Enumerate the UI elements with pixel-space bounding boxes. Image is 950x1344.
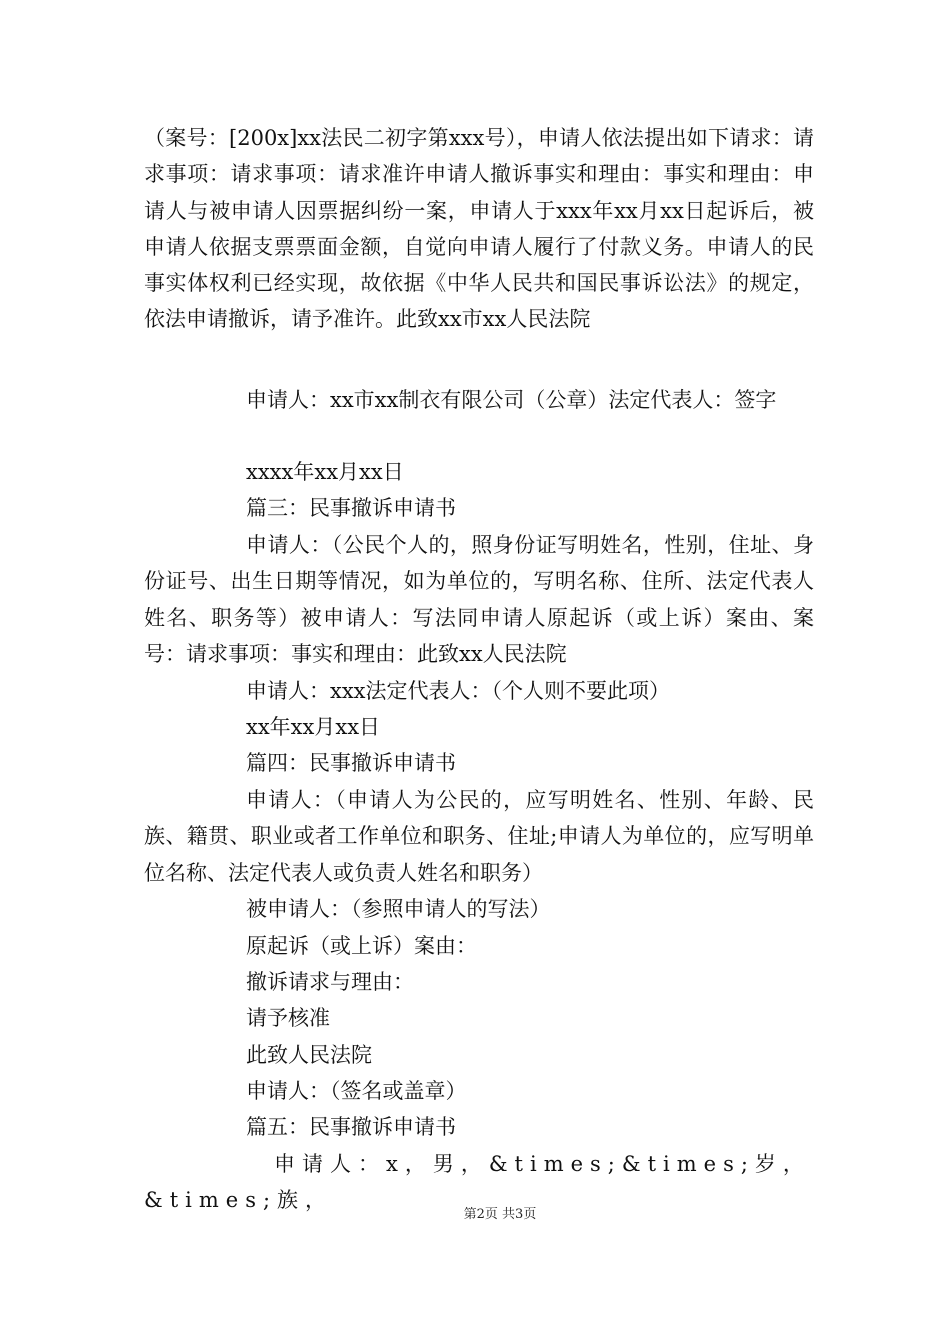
paragraph-signature: 申请人：（签名或盖章）	[246, 1079, 467, 1103]
section-heading-4: 篇四：民事撤诉申请书	[246, 751, 456, 775]
paragraph-withdrawal-reason: 撤诉请求与理由：	[246, 970, 414, 994]
paragraph-original-cause: 原起诉（或上诉）案由：	[246, 934, 477, 958]
page-footer: 第2页 共3页	[463, 1207, 537, 1222]
paragraph-date-2: xx年xx月xx日	[246, 715, 381, 739]
section-heading-5: 篇五：民事撤诉申请书	[246, 1115, 456, 1139]
paragraph-approve: 请予核准	[246, 1006, 330, 1030]
paragraph-applicant-signature: 申请人：xx市xx制衣有限公司（公章）法定代表人：签字	[246, 388, 777, 412]
paragraph-case-request: （案号：[200x]xx法民二初字第xxx号），申请人依法提出如下请求：请求事项：请求事项：请求准许申请人撤诉事实和理由：事实和理由：申请人与被申请人因票据纠纷一案，申请人于xxx年xx月xx日起诉后，被申请人依据支票票面金额，自觉向申请人履行了付款义务。申请人的民事实体权利已经实现，故依据《中华人民共和国民事诉讼法》的规定，依法申请撤诉，请予准许。此致xx市xx人民法院	[144, 126, 814, 332]
paragraph-respondent: 被申请人：（参照申请人的写法）	[246, 897, 551, 921]
paragraph-applicant-rep: 申请人：xxx法定代表人：（个人则不要此项）	[246, 679, 671, 703]
paragraph-applicant-x: 申请人：x，男，&times;&times;岁，&times;族，	[144, 1152, 811, 1213]
section-heading-3: 篇三：民事撤诉申请书	[246, 496, 456, 520]
paragraph-court: 此致人民法院	[246, 1043, 372, 1067]
paragraph-applicant-instructions: 申请人：（申请人为公民的，应写明姓名、性别、年龄、民族、籍贯、职业或者工作单位和职务、住址;申请人为单位的，应写明单位名称、法定代表人或负责人姓名和职务）	[144, 788, 814, 885]
paragraph-applicant-info: 申请人：（公民个人的，照身份证写明姓名，性别，住址、身份证号、出生日期等情况，如为单位的，写明名称、住所、法定代表人姓名、职务等）被申请人：写法同申请人原起诉（或上诉）案由、案号：请求事项：事实和理由：此致xx人民法院	[144, 533, 814, 666]
paragraph-date: xxxx年xx月xx日	[246, 460, 404, 484]
